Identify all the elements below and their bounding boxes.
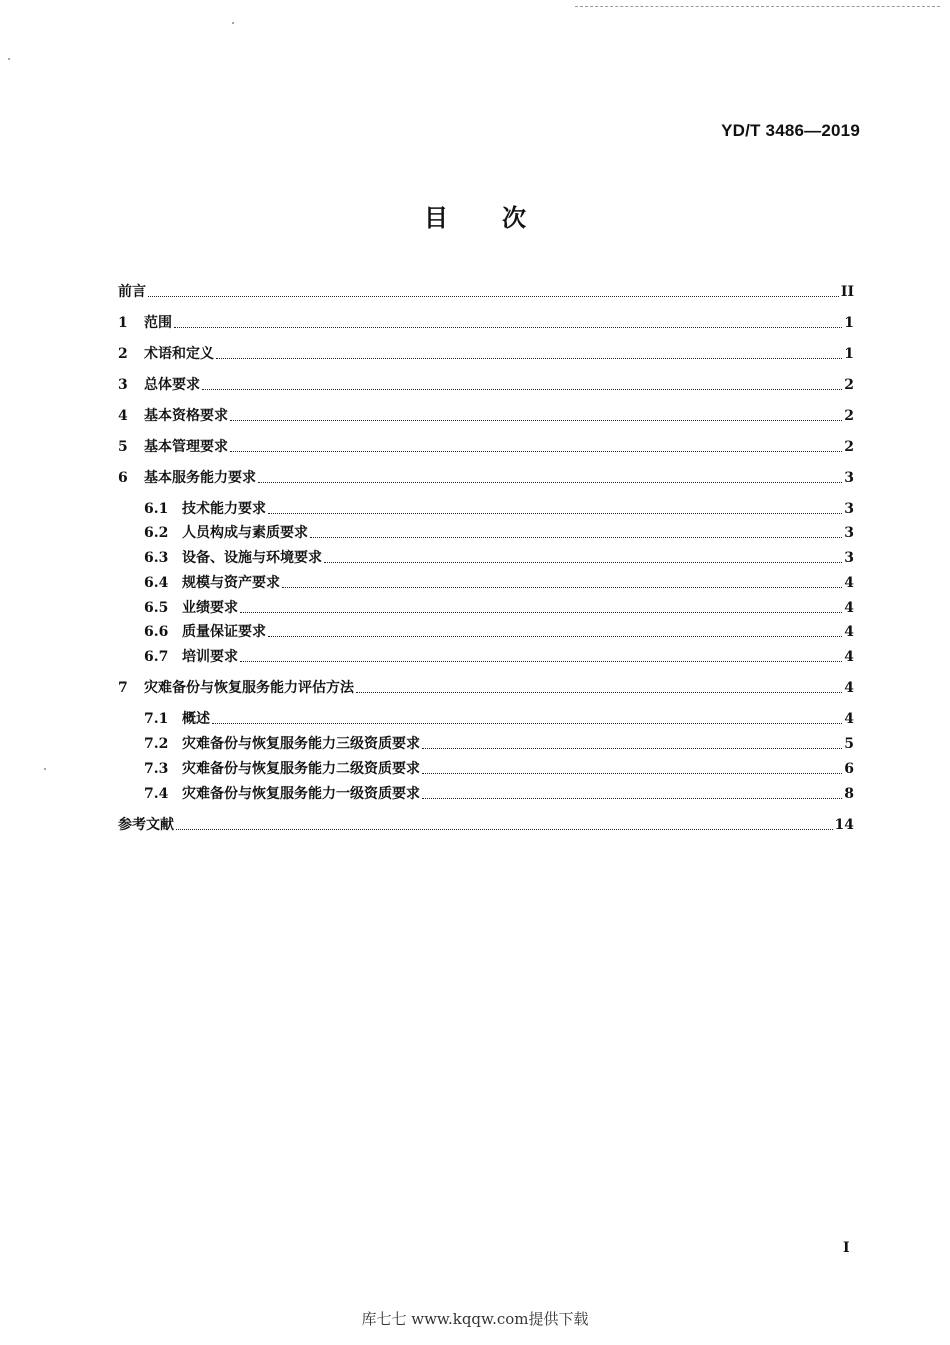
toc-entry[interactable] (118, 375, 854, 395)
toc-entry-page: 4 (844, 711, 854, 727)
toc-entry[interactable] (118, 313, 854, 333)
page-title-char: 次 (502, 204, 526, 232)
toc-entry[interactable] (118, 406, 854, 426)
toc-entry-number: 2 (118, 346, 128, 362)
toc-dot-leader (422, 773, 842, 774)
toc-entry-number: 6.1 (144, 501, 169, 517)
toc-dot-leader (310, 537, 842, 538)
toc-entry-label: 培训要求 (182, 649, 238, 665)
toc-entry-label: 灾难备份与恢复服务能力二级资质要求 (182, 761, 420, 777)
toc-entry[interactable] (144, 709, 854, 729)
toc-entry[interactable] (118, 437, 854, 457)
toc-entry[interactable] (118, 678, 854, 698)
toc-entry-number: 7.2 (144, 736, 169, 752)
scan-speck (8, 58, 10, 60)
toc-dot-leader (202, 389, 842, 390)
toc-entry-label: 基本资格要求 (144, 408, 228, 424)
toc-entry-page: 2 (844, 377, 854, 393)
toc-entry-number: 7 (118, 680, 128, 696)
toc-entry-page: 1 (844, 346, 854, 362)
toc-entry-number: 6.6 (144, 624, 169, 640)
toc-entry-number: 4 (118, 408, 128, 424)
toc-entry-label: 基本管理要求 (144, 439, 228, 455)
toc-entry-label: 前言 (118, 284, 146, 300)
toc-dot-leader (324, 562, 842, 563)
toc-entry-label: 灾难备份与恢复服务能力三级资质要求 (182, 736, 420, 752)
toc-dot-leader (356, 692, 842, 693)
toc-entry[interactable] (144, 622, 854, 642)
footer-watermark: 库七七 www.kqqw.com提供下载 (361, 1310, 589, 1328)
toc-entry-label: 术语和定义 (144, 346, 214, 362)
toc-entry-page: 2 (844, 408, 854, 424)
toc-entry-label: 灾难备份与恢复服务能力评估方法 (144, 680, 354, 696)
page-title-char: 目 (424, 204, 448, 232)
toc-entry-label: 质量保证要求 (182, 624, 266, 640)
toc-entry-number: 1 (118, 315, 128, 331)
toc-entry-page: 4 (844, 649, 854, 665)
scan-speck (44, 768, 46, 770)
toc-dot-leader (268, 636, 842, 637)
toc-entry-page: 5 (844, 736, 854, 752)
toc-entry-page: 3 (844, 525, 854, 541)
toc-entry-number: 5 (118, 439, 128, 455)
toc-entry-page: 6 (844, 761, 854, 777)
toc-entry-number: 6.4 (144, 575, 169, 591)
toc-entry-label: 参考文献 (118, 817, 174, 833)
toc-entry[interactable] (144, 759, 854, 779)
toc-dot-leader (212, 723, 842, 724)
toc-entry-number: 7.1 (144, 711, 169, 727)
toc-entry-number: 7.3 (144, 761, 169, 777)
document-code: YD/T 3486—2019 (721, 121, 860, 140)
toc-entry[interactable] (144, 523, 854, 543)
toc-entry-page: 3 (844, 470, 854, 486)
scan-artifact-line (575, 6, 940, 7)
toc-dot-leader (258, 482, 842, 483)
toc-entry-page: 8 (844, 786, 854, 802)
toc-entry[interactable] (144, 499, 854, 519)
toc-entry-number: 6.2 (144, 525, 169, 541)
scan-speck (232, 22, 234, 24)
toc-dot-leader (422, 748, 842, 749)
toc-dot-leader (282, 587, 842, 588)
toc-entry-number: 6 (118, 470, 128, 486)
toc-entry[interactable] (118, 815, 854, 835)
toc-dot-leader (422, 798, 842, 799)
toc-dot-leader (148, 296, 839, 297)
toc-entry-number: 6.3 (144, 550, 169, 566)
toc-entry-label: 设备、设施与环境要求 (182, 550, 322, 566)
toc-entry-label: 概述 (182, 711, 210, 727)
toc-dot-leader (230, 420, 842, 421)
toc-entry-label: 业绩要求 (182, 600, 238, 616)
toc-entry-page: 4 (844, 600, 854, 616)
toc-entry-page: 14 (834, 817, 854, 833)
toc-dot-leader (230, 451, 842, 452)
toc-entry-number: 6.7 (144, 649, 169, 665)
toc-entry[interactable] (144, 784, 854, 804)
toc-dot-leader (216, 358, 842, 359)
toc-dot-leader (176, 829, 833, 830)
toc-entry-label: 总体要求 (144, 377, 200, 393)
toc-entry-label: 灾难备份与恢复服务能力一级资质要求 (182, 786, 420, 802)
toc-entry-label: 范围 (144, 315, 172, 331)
toc-entry-label: 人员构成与素质要求 (182, 525, 308, 541)
toc-dot-leader (240, 661, 842, 662)
page-title (0, 198, 950, 233)
toc-entry-page: 2 (844, 439, 854, 455)
toc-entry-label: 规模与资产要求 (182, 575, 280, 591)
toc-entry-page: 4 (844, 680, 854, 696)
toc-entry-page: 1 (844, 315, 854, 331)
toc-entry-label: 基本服务能力要求 (144, 470, 256, 486)
toc-entry-number: 6.5 (144, 600, 169, 616)
toc-entry-label: 技术能力要求 (182, 501, 266, 517)
toc-entry-page: 3 (844, 550, 854, 566)
page-number: I (843, 1240, 850, 1256)
toc-entry[interactable] (144, 734, 854, 754)
toc-entry[interactable] (118, 282, 854, 302)
toc-entry[interactable] (118, 344, 854, 364)
toc-entry-page: 4 (844, 624, 854, 640)
toc-entry-page: II (840, 284, 854, 300)
toc-entry-page: 3 (844, 501, 854, 517)
toc-entry-number: 7.4 (144, 786, 169, 802)
toc-entry[interactable] (118, 468, 854, 488)
toc-dot-leader (174, 327, 842, 328)
toc-entry-page: 4 (844, 575, 854, 591)
toc-entry[interactable] (144, 598, 854, 618)
toc-entry-number: 3 (118, 377, 128, 393)
toc-entry[interactable] (144, 647, 854, 667)
toc-dot-leader (240, 612, 842, 613)
toc-entry[interactable] (144, 573, 854, 593)
toc-entry[interactable] (144, 548, 854, 568)
toc-dot-leader (268, 513, 842, 514)
